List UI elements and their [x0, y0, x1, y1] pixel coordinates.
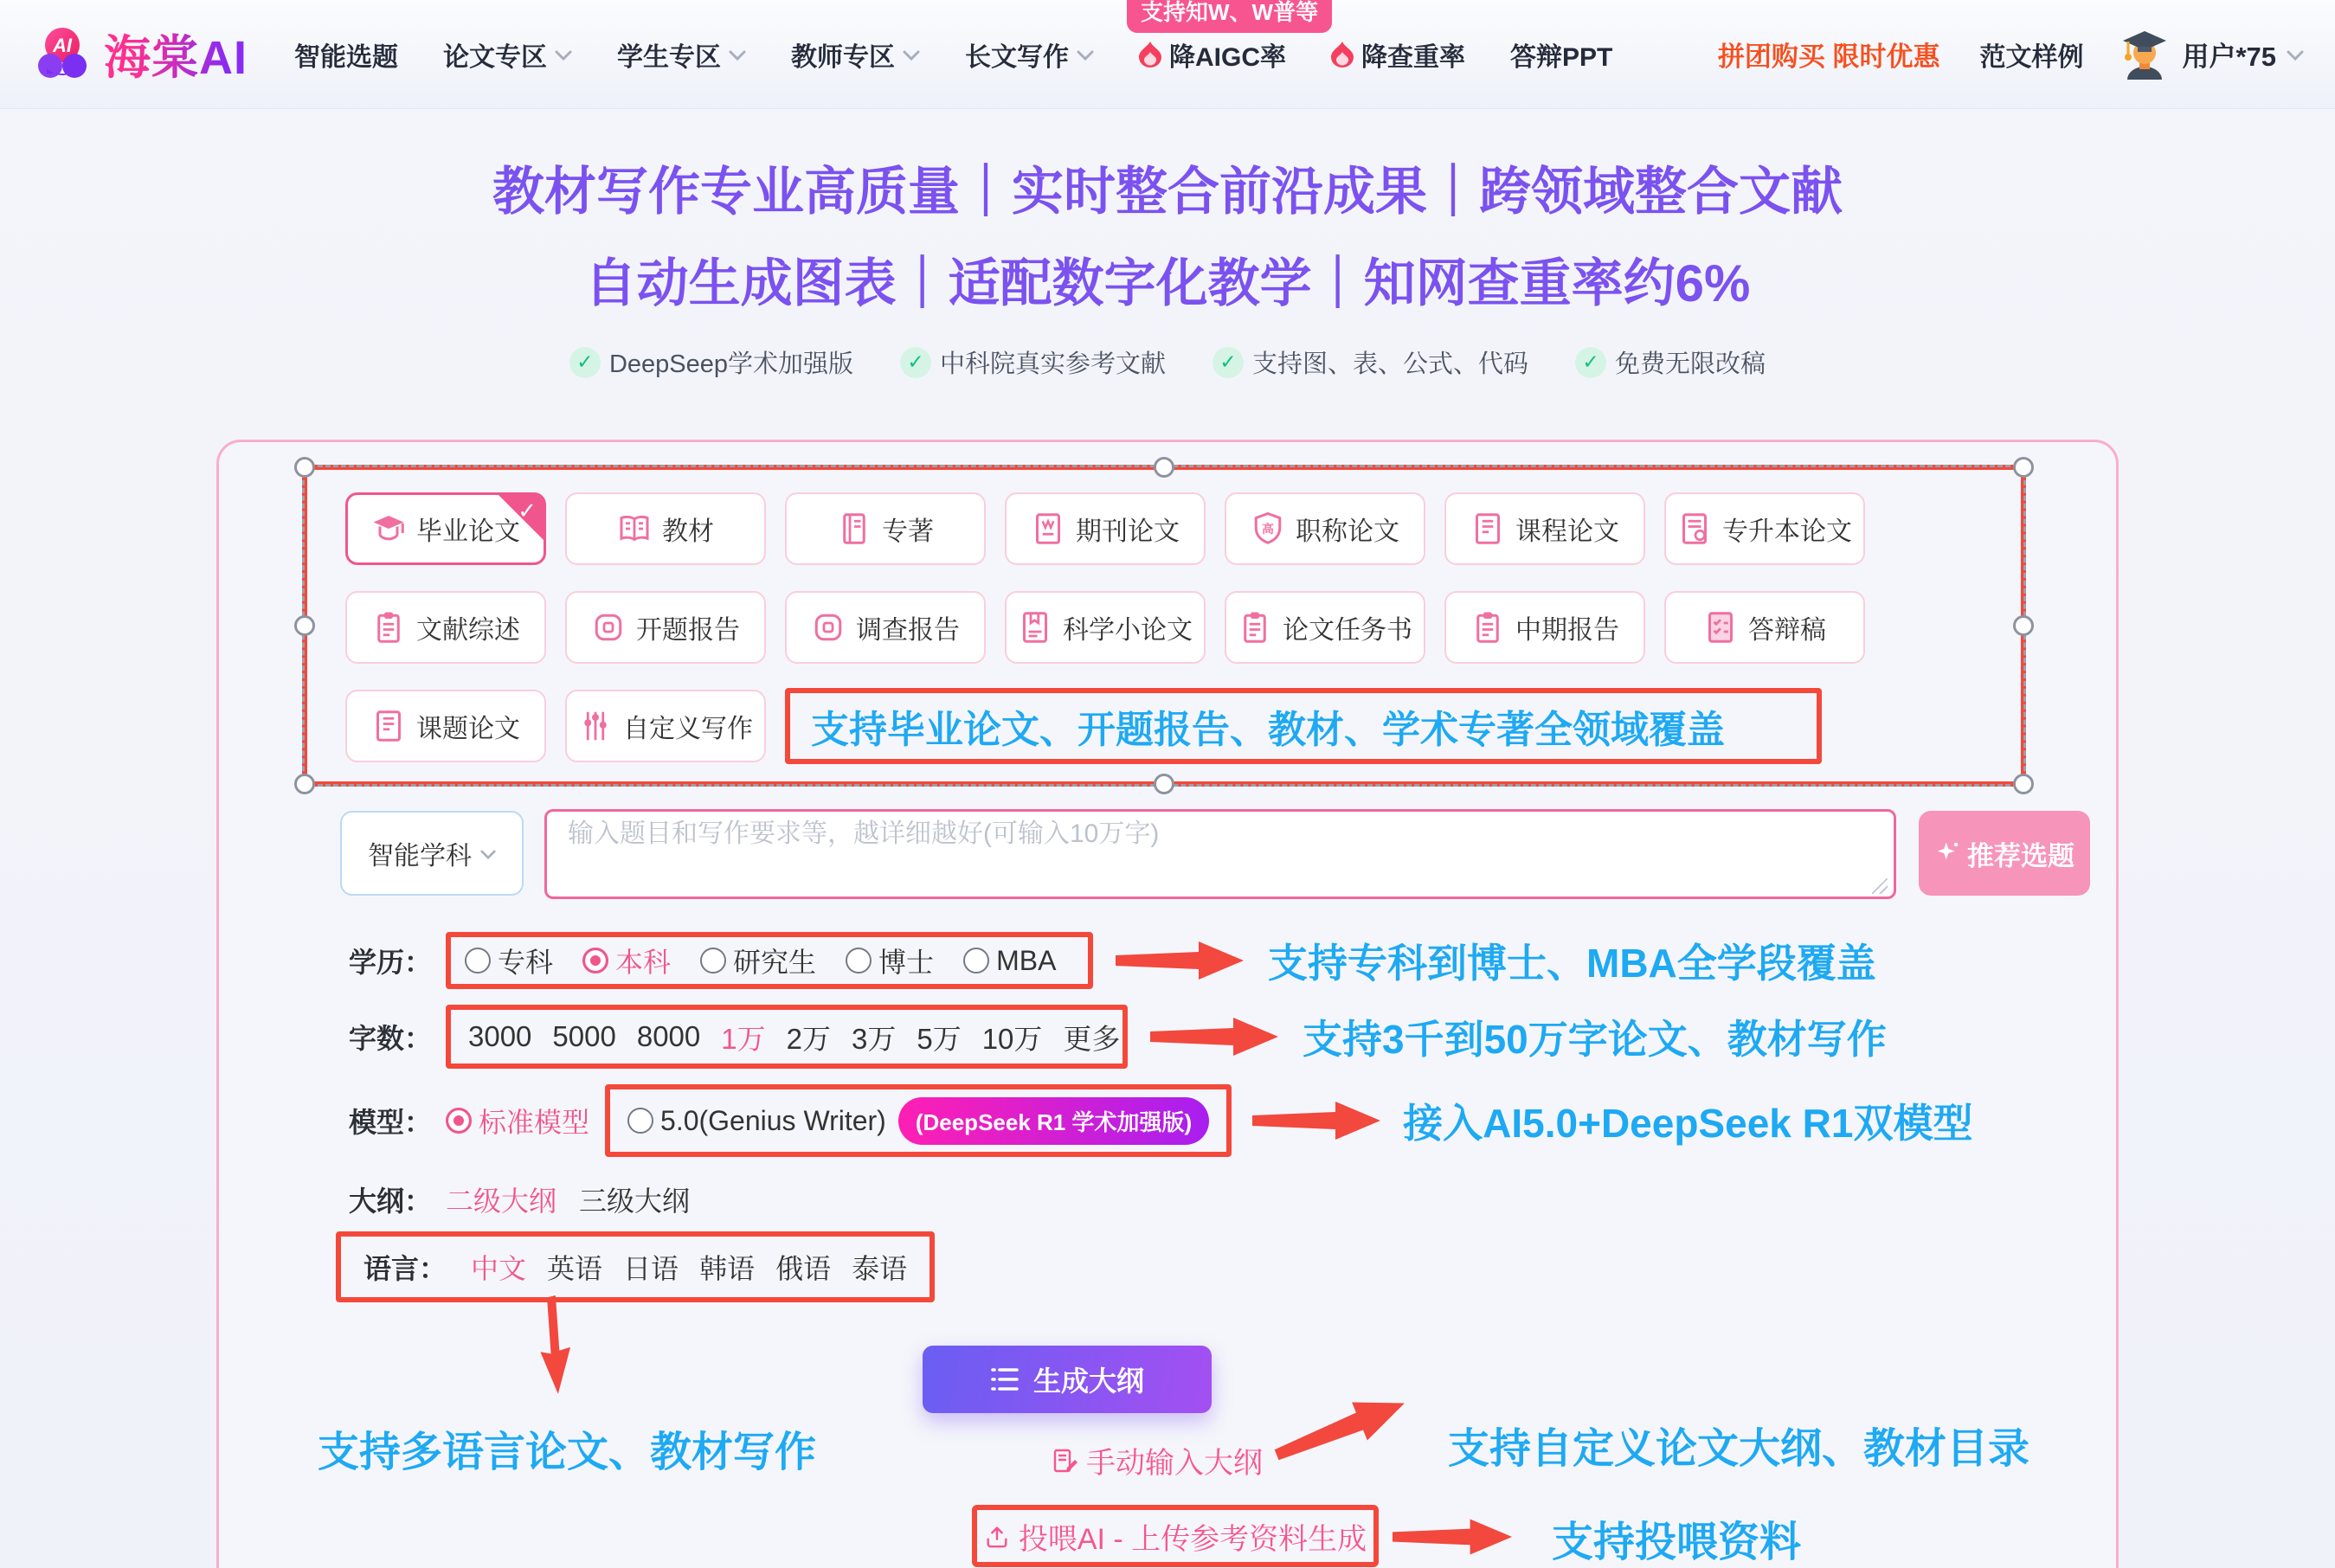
language-option-japanese[interactable]: 日语 [623, 1253, 679, 1284]
education-option-yanjiusheng[interactable]: 研究生 [700, 941, 816, 980]
language-option-thai[interactable]: 泰语 [852, 1253, 908, 1284]
check-icon: ✓ [1575, 347, 1606, 378]
wordcount-row [349, 1005, 1887, 1069]
chevron-down-icon [729, 50, 746, 61]
feature-item: ✓ 支持图、表、公式、代码 [1213, 344, 1528, 380]
svg-text:高: 高 [1262, 523, 1274, 536]
radio-checked-icon[interactable] [446, 1108, 472, 1134]
check-icon: ✓ [1213, 347, 1244, 378]
language-label: 语言： [363, 1253, 447, 1284]
chevron-down-icon [1077, 50, 1094, 61]
manual-outline-link[interactable]: 手动输入大纲 [1052, 1439, 1263, 1481]
feature-item: ✓ 免费无限改稿 [1575, 344, 1766, 380]
category-task-book[interactable]: 论文任务书 [1225, 591, 1425, 664]
logo[interactable] [31, 21, 248, 87]
selection-handle [1154, 457, 1174, 478]
avatar [2118, 28, 2171, 81]
hero-title-line1: 教材写作专业高质量｜实时整合前沿成果｜跨领域整合文献 [492, 163, 1843, 221]
upload-icon [984, 1523, 1010, 1549]
education-label: 学历： [349, 947, 433, 978]
category-grid [345, 492, 1995, 790]
annotation-language-note: 支持多语言论文、教材写作 [318, 1430, 817, 1475]
category-upgrade-thesis[interactable]: 专升本论文 [1664, 492, 1865, 565]
annotation-model-box [605, 1084, 1232, 1157]
annotation-feed-note: 支持投喂资料 [1552, 1520, 1802, 1565]
category-textbook[interactable]: 教材 [565, 492, 766, 565]
category-row [345, 591, 1995, 664]
selected-check-icon: ✓ [518, 498, 537, 524]
selection-handle [2013, 774, 2034, 794]
journal-icon [371, 709, 406, 743]
model-row [349, 1084, 1972, 1157]
chevron-down-icon [480, 850, 496, 860]
annotation-arrow-right [1116, 938, 1245, 983]
shield-icon [1251, 511, 1285, 546]
category-survey-report[interactable]: 调查报告 [785, 591, 986, 664]
annotation-category-note: 支持毕业论文、开题报告、教材、学术专著全领域覆盖 [811, 709, 1725, 751]
radio-checked-icon[interactable] [582, 948, 608, 974]
sparkle-icon [1934, 840, 1960, 866]
category-custom-writing[interactable]: 自定义写作 [565, 690, 766, 762]
annotation-manual-note: 支持自定义论文大纲、教材目录 [1448, 1426, 2030, 1472]
model-label: 模型： [349, 1107, 433, 1138]
aigc-support-badge: 支持知W、W普等 [1127, 0, 1332, 33]
wordcount-option[interactable]: 10万 [981, 1022, 1043, 1055]
language-option-english[interactable]: 英语 [547, 1253, 603, 1284]
category-row [345, 690, 1995, 764]
annotation-selection-box [302, 465, 2026, 787]
education-option-boshi[interactable]: 博士 [846, 941, 934, 980]
navbar [0, 0, 2335, 109]
check-icon: ✓ [900, 347, 931, 378]
list-icon [990, 1366, 1020, 1392]
wordcount-option[interactable]: 3万 [851, 1022, 897, 1055]
wordcount-option[interactable]: 2万 [786, 1022, 831, 1055]
nav-item-reduce-aigc[interactable]: 支持知W、W普等 降AIGC率 [1139, 35, 1286, 74]
selection-handle [2013, 457, 2034, 478]
language-row [336, 1231, 935, 1302]
selection-handle [2013, 615, 2034, 636]
recommend-topic-button[interactable]: 推荐选题 [1919, 811, 2090, 896]
hero-title-line2: 自动生成图表｜适配数字化教学｜知网查重率约6% [584, 254, 1751, 312]
chevron-down-icon [555, 50, 572, 61]
feature-item: ✓ DeepSeep学术加强版 [569, 344, 853, 380]
resize-grip[interactable] [1872, 878, 1888, 894]
sliders-icon [578, 709, 613, 743]
feature-item: ✓ 中科院真实参考文献 [900, 344, 1166, 380]
outline-row [349, 1179, 690, 1219]
subject-select[interactable]: 智能学科 [340, 811, 524, 896]
hero [0, 109, 2335, 380]
category-project-paper[interactable]: 课题论文 [345, 690, 546, 762]
check-document-icon [1703, 610, 1738, 645]
selection-handle [294, 774, 315, 794]
selection-handle [294, 457, 315, 478]
annotation-language-box [336, 1231, 935, 1302]
clipboard-icon [1238, 610, 1272, 645]
hero-features [0, 344, 2335, 380]
topic-input[interactable] [544, 809, 1896, 899]
flame-icon [1139, 41, 1161, 68]
check-icon: ✓ [569, 347, 601, 378]
radio-icon[interactable] [627, 1108, 653, 1134]
language-option-korean[interactable]: 韩语 [699, 1253, 756, 1284]
feed-ai-link[interactable]: 投喂AI - 上传参考资料生成 [972, 1505, 1379, 1567]
nav-item-student-zone[interactable]: 学生专区 [617, 35, 746, 74]
radio-icon[interactable] [700, 948, 726, 974]
education-option-zhuanke[interactable]: 专科 [465, 941, 553, 980]
education-option-mba[interactable]: MBA [963, 945, 1056, 977]
category-graduation-thesis[interactable]: 毕业论文 ✓ [345, 492, 546, 565]
edit-document-icon [1052, 1447, 1079, 1475]
outline-label: 大纲： [349, 1186, 433, 1217]
category-midterm-report[interactable]: 中期报告 [1444, 591, 1645, 664]
svg-text:AI: AI [53, 34, 72, 56]
annotation-category-note-box [785, 688, 1822, 764]
nav-item-topic[interactable]: 智能选题 [294, 42, 398, 72]
wordcount-label: 字数： [349, 1023, 433, 1054]
nav-item-samples[interactable]: 范文样例 [1979, 42, 2084, 72]
deepseek-badge: (DeepSeek R1 学术加强版) [898, 1097, 1209, 1145]
category-defense-script[interactable]: 答辩稿 [1664, 591, 1865, 664]
wordcount-option-more[interactable]: 更多 [1063, 1022, 1121, 1055]
category-literature-review[interactable]: 文献综述 [345, 591, 546, 664]
journal-icon [1031, 511, 1065, 546]
language-option-russian[interactable]: 俄语 [775, 1253, 832, 1284]
wordcount-option-selected[interactable]: 1万 [721, 1022, 766, 1055]
group-buy-promo[interactable]: 拼团购买 限时优惠 [1717, 42, 1940, 72]
user-name: 用户*75 [2182, 42, 2276, 72]
wordcount-option[interactable]: 5000 [552, 1020, 616, 1052]
radio-icon[interactable] [846, 948, 872, 974]
navbar-right [1718, 28, 2304, 81]
annotation-wordcount-note: 支持3千到50万字论文、教材写作 [1303, 1017, 1887, 1062]
annotation-wordcount-box [446, 1005, 1128, 1069]
flame-icon [1331, 41, 1354, 68]
certificate-icon [1677, 511, 1712, 546]
annotation-arrow-down [532, 1295, 579, 1399]
language-option-chinese[interactable]: 中文 [471, 1253, 527, 1284]
wordcount-option[interactable]: 5万 [917, 1022, 962, 1055]
logo-text: 海棠AI [104, 21, 248, 87]
nav-item-paper-zone[interactable]: 论文专区 [443, 35, 572, 74]
nav-item-defense-ppt[interactable]: 答辩PPT [1510, 42, 1613, 72]
selection-handle [294, 615, 315, 636]
chevron-down-icon [2287, 50, 2304, 61]
annotation-arrow-diagonal [1264, 1378, 1419, 1479]
writing-form-card [216, 440, 2119, 1568]
logo-flower-icon [31, 23, 93, 86]
category-proposal-report[interactable]: 开题报告 [565, 591, 766, 664]
nav-item-teacher-zone[interactable]: 教师专区 [791, 35, 920, 74]
category-title-paper[interactable]: 高 职称论文 [1225, 492, 1425, 565]
radio-icon[interactable] [465, 948, 491, 974]
annotation-arrow-right [1150, 1014, 1280, 1059]
outline-option-three-level[interactable]: 三级大纲 [579, 1186, 691, 1217]
annotation-arrow-right [1252, 1098, 1382, 1143]
user-menu[interactable] [2118, 28, 2304, 81]
chevron-down-icon [903, 50, 920, 61]
open-book-icon [617, 511, 652, 546]
annotation-arrow-right [1393, 1515, 1514, 1558]
category-science-mini-paper[interactable]: 科学小论文 [1005, 591, 1206, 664]
nav-item-long-writing[interactable]: 长文写作 [965, 35, 1094, 74]
wordcount-option[interactable]: 8000 [636, 1020, 701, 1052]
model-option-standard[interactable]: 标准模型 [446, 1101, 589, 1141]
annotation-model-note: 接入AI5.0+DeepSeek R1双模型 [1403, 1101, 1973, 1146]
book-icon [837, 511, 872, 546]
selection-handle [1154, 774, 1174, 794]
annotation-education-note: 支持专科到博士、MBA全学段覆盖 [1268, 941, 1876, 986]
graduation-cap-icon [371, 511, 406, 546]
wordcount-option[interactable]: 3000 [468, 1020, 532, 1052]
generate-outline-button[interactable]: 生成大纲 [923, 1346, 1212, 1413]
category-row [345, 492, 1995, 565]
category-monograph[interactable]: 专著 [785, 492, 986, 565]
outline-option-two-level[interactable]: 二级大纲 [446, 1186, 557, 1217]
stamp-icon [591, 610, 626, 645]
document-icon [1470, 511, 1505, 546]
clipboard-icon [1470, 610, 1505, 645]
nav-item-reduce-duplicate[interactable]: 降查重率 [1331, 35, 1465, 74]
clipboard-icon [371, 610, 406, 645]
education-row [349, 932, 1876, 989]
bookmark-book-icon [1018, 610, 1052, 645]
radio-icon[interactable] [963, 948, 989, 974]
education-option-benke[interactable]: 本科 [582, 941, 671, 980]
stamp-icon [811, 610, 846, 645]
category-journal-paper[interactable]: 期刊论文 [1005, 492, 1206, 565]
category-course-paper[interactable]: 课程论文 [1444, 492, 1645, 565]
model-option-genius-writer[interactable]: 5.0(Genius Writer) [627, 1105, 886, 1137]
annotation-education-box [446, 932, 1093, 989]
